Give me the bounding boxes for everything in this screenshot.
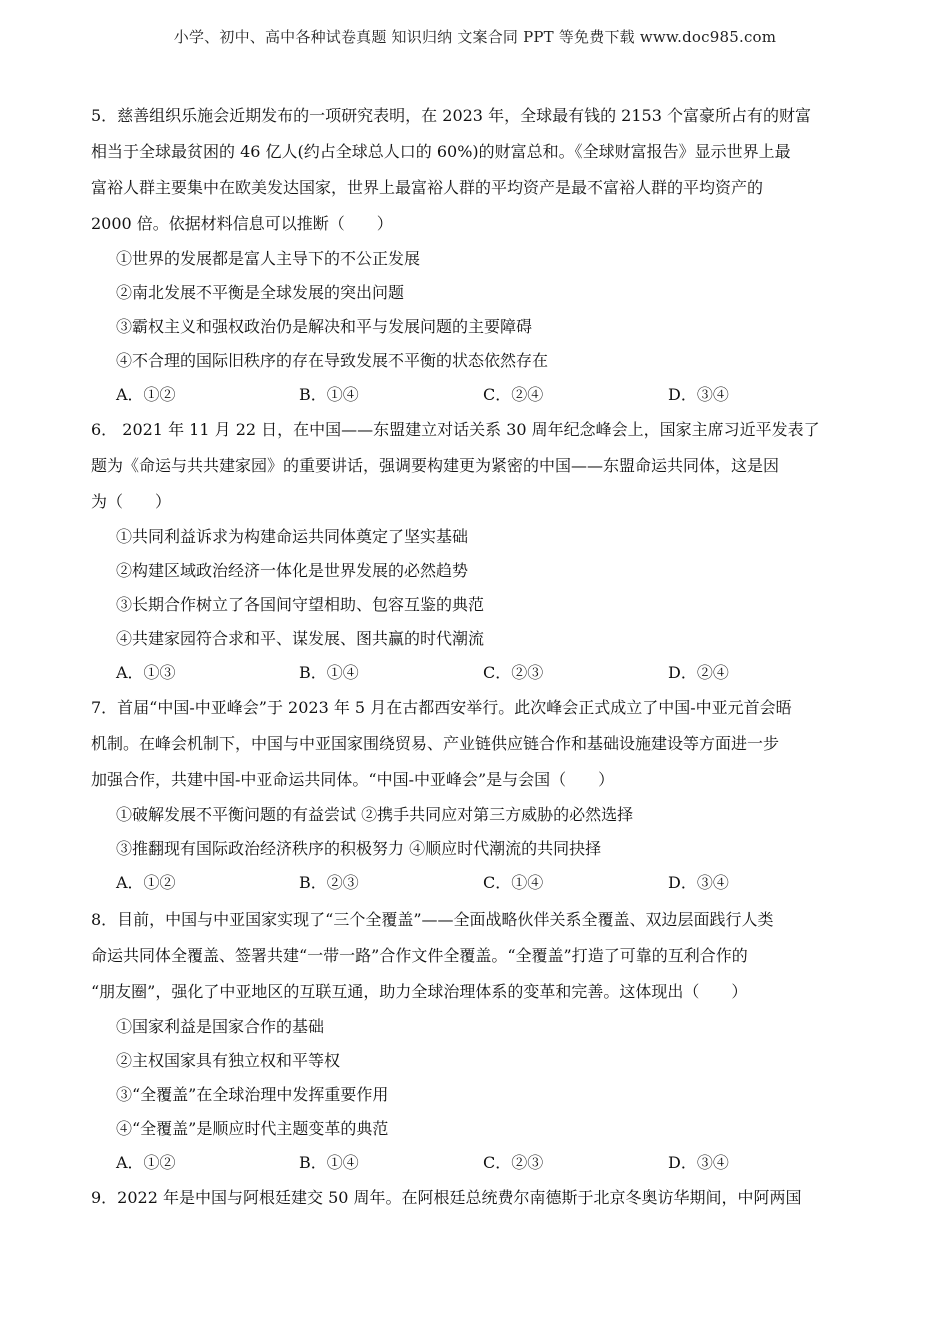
choice-d[interactable]: D．③④ xyxy=(668,873,729,892)
choice-a[interactable]: A．①③ xyxy=(116,663,176,682)
question-stem-line: 题为《命运与共共建家园》的重要讲话，强调要构建更为紧密的中国——东盟命运共同体，这是因 xyxy=(91,456,780,475)
statement-option: ①共同利益诉求为构建命运共同体奠定了坚实基础 xyxy=(116,527,469,546)
choice-c[interactable]: C．①④ xyxy=(483,873,544,892)
question-6 xyxy=(91,412,861,690)
question-5 xyxy=(91,98,861,412)
choice-b[interactable]: B．①④ xyxy=(299,385,359,404)
statement-option: ④不合理的国际旧秩序的存在导致发展不平衡的状态依然存在 xyxy=(116,351,549,370)
statement-option: ①国家利益是国家合作的基础 xyxy=(116,1017,325,1036)
choice-d[interactable]: D．③④ xyxy=(668,1153,729,1172)
question-stem-line: 相当于全球最贫困的 46 亿人(约占全球总人口的 60%)的财富总和。《全球财富报告》显示世界上最 xyxy=(91,142,791,161)
choice-b[interactable]: B．②③ xyxy=(299,873,359,892)
statement-option: ③长期合作树立了各国间守望相助、包容互鉴的典范 xyxy=(116,595,485,614)
choice-a[interactable]: A．①② xyxy=(116,385,176,404)
question-9 xyxy=(91,1180,861,1216)
choice-d[interactable]: D．③④ xyxy=(668,385,729,404)
choice-c[interactable]: C．②④ xyxy=(483,385,544,404)
answer-choices xyxy=(91,866,861,900)
statement-option: ①破解发展不平衡问题的有益尝试 ②携手共同应对第三方威胁的必然选择 xyxy=(116,805,634,824)
question-8 xyxy=(91,902,861,1180)
question-stem-line: 富裕人群主要集中在欧美发达国家，世界上最富裕人群的平均资产是最不富裕人群的平均资产的 xyxy=(91,178,764,197)
question-stem-line: 机制。在峰会机制下，中国与中亚国家围绕贸易、产业链供应链合作和基础设施建设等方面进一步 xyxy=(91,734,780,753)
question-stem-line: 9．2022 年是中国与阿根廷建交 50 周年。在阿根廷总统费尔南德斯于北京冬奥访华期间，中阿两国 xyxy=(91,1188,802,1207)
question-stem-line: “朋友圈”，强化了中亚地区的互联互通，助力全球治理体系的变革和完善。这体现出（ ） xyxy=(91,982,748,1001)
question-stem-line: 命运共同体全覆盖、签署共建“一带一路”合作文件全覆盖。“全覆盖”打造了可靠的互利合作的 xyxy=(91,946,748,965)
question-stem-line: 7．首届“中国-中亚峰会”于 2023 年 5 月在古都西安举行。此次峰会正式成立了中国-中亚元首会晤 xyxy=(91,698,792,717)
question-stem-line: 2000 倍。依据材料信息可以推断（ ） xyxy=(91,214,393,233)
statement-option: ③推翻现有国际政治经济秩序的积极努力 ④顺应时代潮流的共同抉择 xyxy=(116,839,602,858)
choice-a[interactable]: A．①② xyxy=(116,873,176,892)
site-header: 小学、初中、高中各种试卷真题 知识归纳 文案合同 PPT 等免费下载 www.doc985.com xyxy=(173,28,777,46)
statement-option: ④共建家园符合求和平、谋发展、图共赢的时代潮流 xyxy=(116,629,485,648)
statement-option: ③霸权主义和强权政治仍是解决和平与发展问题的主要障碍 xyxy=(116,317,533,336)
choice-c[interactable]: C．②③ xyxy=(483,1153,544,1172)
question-stem-line: 为（ ） xyxy=(91,492,172,511)
answer-choices xyxy=(91,656,861,690)
choice-d[interactable]: D．②④ xyxy=(668,663,729,682)
choice-b[interactable]: B．①④ xyxy=(299,1153,359,1172)
question-stem-line: 6． 2021 年 11 月 22 日，在中国——东盟建立对话关系 30 周年纪念峰会上，国家主席习近平发表了 xyxy=(91,420,820,439)
question-stem-line: 加强合作，共建中国-中亚命运共同体。“中国-中亚峰会”是与会国（ ） xyxy=(91,770,615,789)
statement-option: ②南北发展不平衡是全球发展的突出问题 xyxy=(116,283,405,302)
question-7 xyxy=(91,690,861,900)
statement-option: ④“全覆盖”是顺应时代主题变革的典范 xyxy=(116,1119,389,1138)
choice-c[interactable]: C．②③ xyxy=(483,663,544,682)
answer-choices xyxy=(91,1146,861,1180)
statement-option: ①世界的发展都是富人主导下的不公正发展 xyxy=(116,249,421,268)
question-stem-line: 5．慈善组织乐施会近期发布的一项研究表明，在 2023 年，全球最有钱的 2153 个富豪所占有的财富 xyxy=(91,106,811,125)
question-stem-line: 8．目前，中国与中亚国家实现了“三个全覆盖”——全面战略伙伴关系全覆盖、双边层面践行人类 xyxy=(91,910,774,929)
statement-option: ②构建区域政治经济一体化是世界发展的必然趋势 xyxy=(116,561,469,580)
choice-a[interactable]: A．①② xyxy=(116,1153,176,1172)
statement-option: ②主权国家具有独立权和平等权 xyxy=(116,1051,341,1070)
answer-choices xyxy=(91,378,861,412)
choice-b[interactable]: B．①④ xyxy=(299,663,359,682)
statement-option: ③“全覆盖”在全球治理中发挥重要作用 xyxy=(116,1085,389,1104)
